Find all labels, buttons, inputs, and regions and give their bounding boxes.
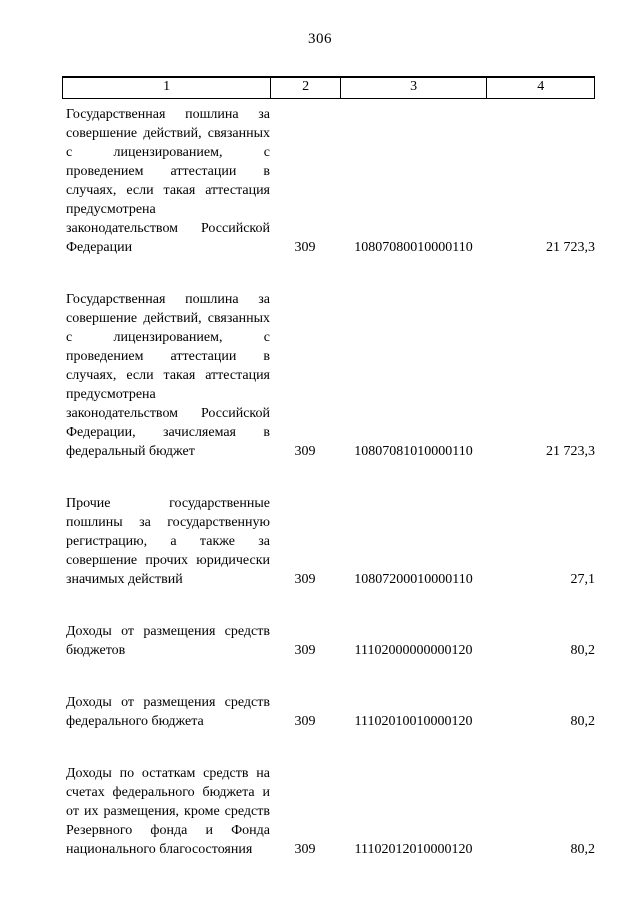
row-description: Доходы от размещения средств федерального бюджета	[66, 695, 270, 729]
row-budget-code: 11102000000000120	[354, 643, 473, 658]
row-admin-code: 309	[294, 714, 316, 729]
row-budget-code: 11102010010000120	[354, 714, 473, 729]
header-col-2: 2	[270, 78, 340, 98]
row-description: Государственная пошлина за совершение действий, связанных с лицензированием, с проведением аттестации в случаях, если такая аттестация предусмотрена законодательством Российской Федерации, зачисляемая в федеральный бюджет	[66, 292, 270, 459]
table-row	[62, 693, 595, 731]
row-description: Доходы от размещения средств бюджетов	[66, 624, 270, 658]
table-header-row	[62, 76, 595, 99]
header-col-3: 3	[340, 78, 486, 98]
row-admin-code: 309	[294, 842, 316, 857]
header-col-4: 4	[486, 78, 594, 98]
row-budget-code: 10807080010000110	[354, 240, 473, 255]
row-admin-code: 309	[294, 240, 316, 255]
row-admin-code: 309	[294, 444, 316, 459]
row-amount: 80,2	[570, 714, 595, 729]
page-number: 306	[308, 31, 332, 47]
table-row	[62, 622, 595, 660]
row-amount: 80,2	[570, 842, 595, 857]
row-description: Прочие государственные пошлины за государственную регистрацию, а также за совершение прочих юридически значимых действий	[66, 496, 270, 587]
row-admin-code: 309	[294, 643, 316, 658]
row-admin-code: 309	[294, 572, 316, 587]
row-budget-code: 10807200010000110	[354, 572, 473, 587]
table-row	[62, 105, 595, 257]
row-budget-code: 11102012010000120	[354, 842, 473, 857]
row-amount: 27,1	[570, 572, 595, 587]
row-amount: 21 723,3	[546, 240, 595, 255]
row-description: Государственная пошлина за совершение действий, связанных с лицензированием, с проведением аттестации в случаях, если такая аттестация предусмотрена законодательством Российской Федерации	[66, 107, 270, 255]
row-description: Доходы по остаткам средств на счетах федерального бюджета и от их размещения, кроме средств Резервного фонда и Фонда национального благосостояния	[66, 766, 270, 857]
row-budget-code: 10807081010000110	[354, 444, 473, 459]
header-col-1: 1	[163, 79, 171, 94]
table-row	[62, 290, 595, 461]
row-amount: 21 723,3	[546, 444, 595, 459]
table-row	[62, 494, 595, 589]
table-row	[62, 764, 595, 859]
row-amount: 80,2	[570, 643, 595, 658]
budget-table	[62, 76, 595, 859]
